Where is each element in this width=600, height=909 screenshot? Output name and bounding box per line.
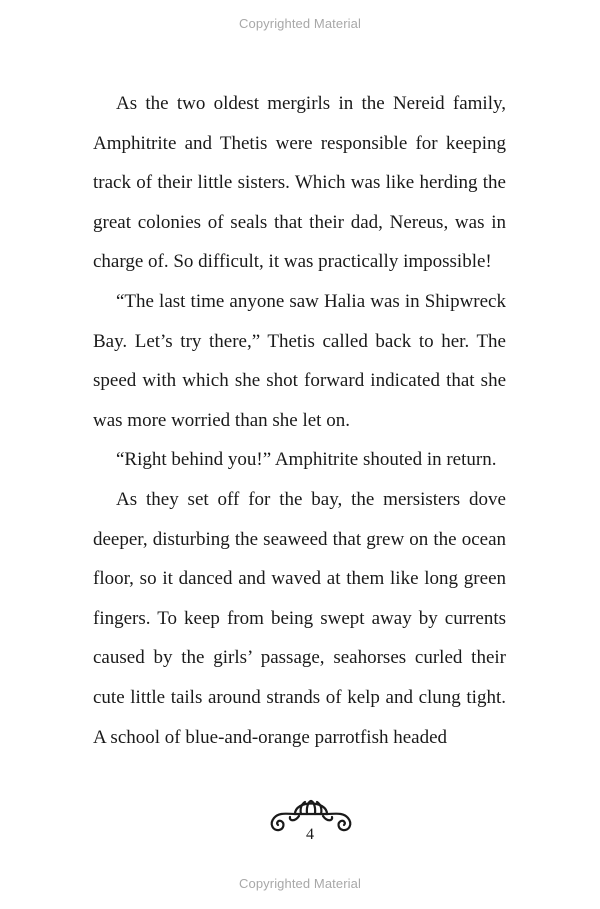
watermark-bottom: Copyrighted Material bbox=[239, 876, 361, 891]
paragraph-2: “The last time anyone saw Halia was in Shipwreck Bay. Let’s try there,” Thetis called back to her. The speed with which she shot forward indicated that she was more worried than she let on. bbox=[93, 290, 506, 431]
paragraph-3: “Right behind you!” Amphitrite shouted in return. bbox=[116, 449, 497, 471]
page-body bbox=[93, 84, 506, 757]
paragraph-4: As they set off for the bay, the mersisters dove deeper, disturbing the seaweed that grew on the ocean floor, so it danced and waved at them like long green fingers. To keep from being swept away by currents caused by the girls’ passage, seahorses curled their cute little tails around strands of kelp and clung tight. A school of blue-and-orange parrotfish headed bbox=[93, 488, 506, 748]
watermark-top: Copyrighted Material bbox=[239, 16, 361, 31]
page-number: 4 bbox=[306, 826, 314, 843]
paragraph-1: As the two oldest mergirls in the Nereid family, Amphitrite and Thetis were responsible for keeping track of their little sisters. Which was like herding the great colonies of seals that their dad, Nereus, was in charge of. So difficult, it was practically impossible! bbox=[93, 93, 506, 273]
